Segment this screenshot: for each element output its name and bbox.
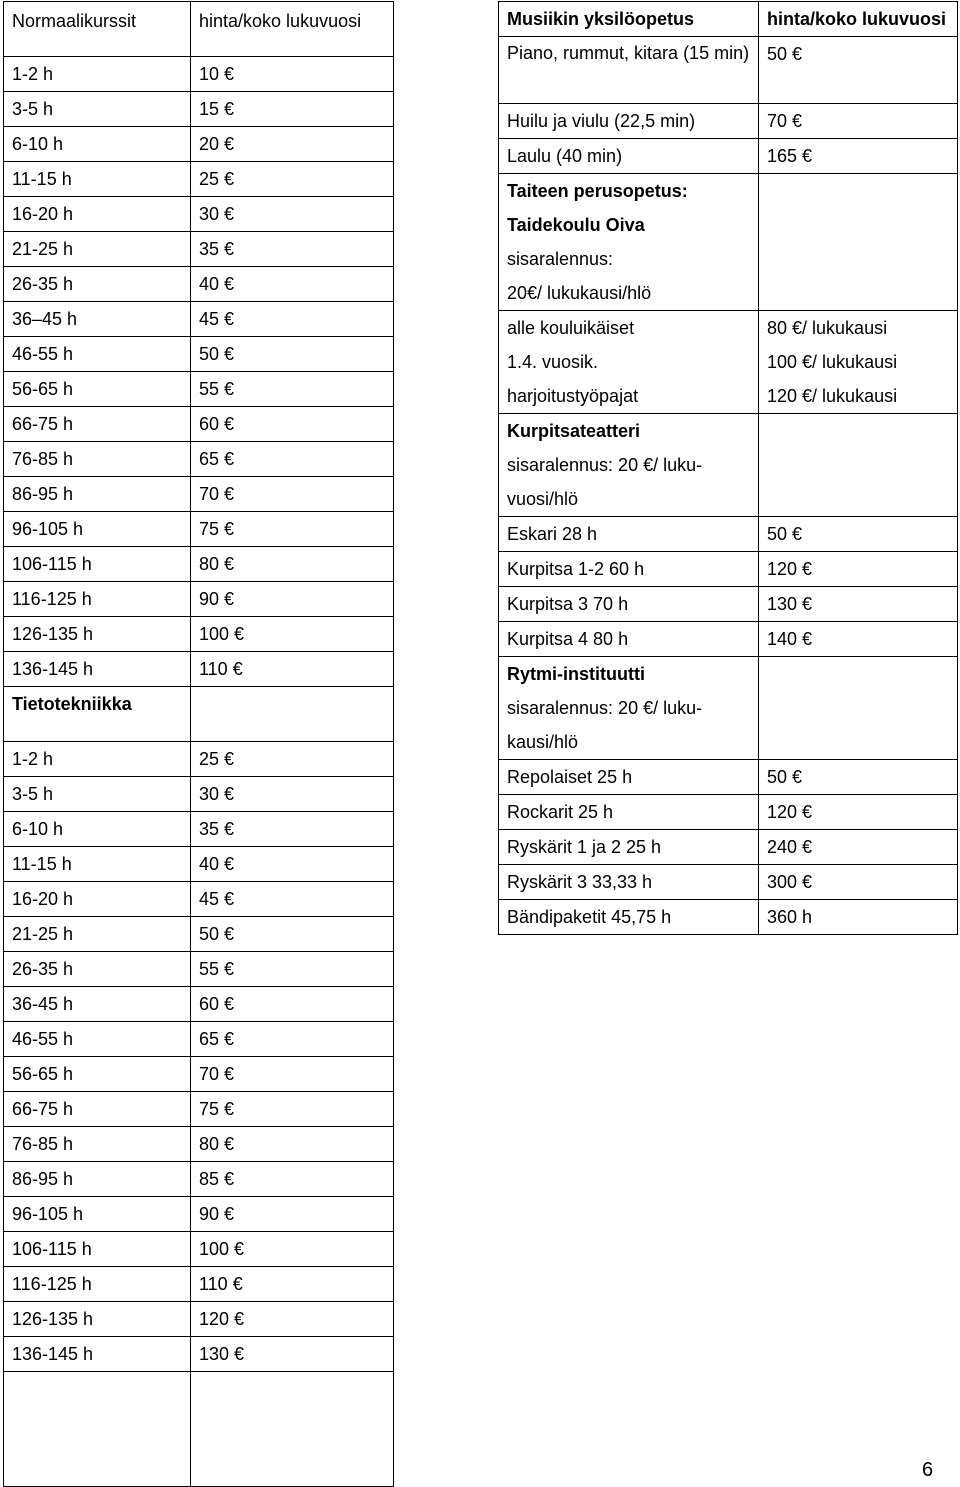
table-row: [4, 57, 394, 92]
rytmi-block: [499, 657, 958, 760]
kurpitsa-row-price: 130 €: [759, 587, 958, 622]
course-hours: 11-15 h: [4, 162, 191, 197]
kurpitsa-row-label: Kurpitsa 3 70 h: [499, 587, 759, 622]
course-hours: 21-25 h: [4, 917, 191, 952]
oiva-row-price: 120 €/ lukukausi: [767, 386, 898, 406]
table-row: [499, 795, 958, 830]
oiva-prices: [759, 311, 958, 414]
kurpitsa-discount: sisaralennus: 20 €/ luku-vuosi/hlö: [507, 455, 703, 509]
course-price: 100 €: [191, 1232, 394, 1267]
table-row: [4, 372, 394, 407]
course-hours: 16-20 h: [4, 882, 191, 917]
rytmi-row-label: Ryskärit 3 33,33 h: [499, 865, 759, 900]
table-row: [4, 1022, 394, 1057]
course-hours: 56-65 h: [4, 1057, 191, 1092]
course-price: 100 €: [191, 617, 394, 652]
table-row: [4, 952, 394, 987]
course-price: 35 €: [191, 232, 394, 267]
course-hours: 56-65 h: [4, 372, 191, 407]
table-row: [4, 232, 394, 267]
course-price: 65 €: [191, 442, 394, 477]
course-price: 25 €: [191, 162, 394, 197]
course-hours: 86-95 h: [4, 477, 191, 512]
music-flute-label: Huilu ja viulu (22,5 min): [499, 104, 759, 139]
music-piano-label: Piano, rummut, kitara (15 min): [499, 37, 759, 104]
rytmi-row-label: Bändipaketit 45,75 h: [499, 900, 759, 935]
course-hours: 3-5 h: [4, 777, 191, 812]
course-price: 120 €: [191, 1302, 394, 1337]
table-row: [499, 622, 958, 657]
oiva-name: Taidekoulu Oiva: [507, 215, 645, 235]
table-row: [4, 617, 394, 652]
course-price: 110 €: [191, 1267, 394, 1302]
empty-cell: [4, 1372, 191, 1487]
music-song-label: Laulu (40 min): [499, 139, 759, 174]
table-row: [499, 104, 958, 139]
table-row: [4, 582, 394, 617]
course-price: 45 €: [191, 302, 394, 337]
oiva-row-label: 1.4. vuosik.: [507, 352, 599, 372]
table-row: [499, 587, 958, 622]
empty-cell: [191, 687, 394, 742]
rytmi-row-price: 240 €: [759, 830, 958, 865]
oiva-discount-label: sisaralennus:: [507, 249, 614, 269]
table-row: [4, 512, 394, 547]
course-hours: 126-135 h: [4, 617, 191, 652]
table-row: [499, 830, 958, 865]
course-hours: 36–45 h: [4, 302, 191, 337]
table-row: [4, 442, 394, 477]
course-price: 75 €: [191, 1092, 394, 1127]
table-row: [4, 1302, 394, 1337]
course-hours: 1-2 h: [4, 742, 191, 777]
course-hours: 36-45 h: [4, 987, 191, 1022]
course-hours: 46-55 h: [4, 337, 191, 372]
course-price: 65 €: [191, 1022, 394, 1057]
course-hours: 1-2 h: [4, 57, 191, 92]
course-price: 45 €: [191, 882, 394, 917]
table-row: [499, 139, 958, 174]
rytmi-row-price: 360 h: [759, 900, 958, 935]
table-row: [4, 987, 394, 1022]
oiva-discount-value: 20€/ lukukausi/hlö: [507, 283, 652, 303]
header-price: hinta/koko lukuvuosi: [191, 2, 394, 57]
course-hours: 96-105 h: [4, 512, 191, 547]
course-price: 70 €: [191, 1057, 394, 1092]
course-hours: 106-115 h: [4, 547, 191, 582]
rytmi-row-price: 120 €: [759, 795, 958, 830]
course-hours: 66-75 h: [4, 407, 191, 442]
course-price: 60 €: [191, 407, 394, 442]
rytmi-row-price: 50 €: [759, 760, 958, 795]
music-song-price: 165 €: [759, 139, 958, 174]
course-price: 85 €: [191, 1162, 394, 1197]
course-hours: 76-85 h: [4, 1127, 191, 1162]
kurpitsa-row-price: 140 €: [759, 622, 958, 657]
kurpitsa-block: [499, 414, 958, 517]
kurpitsa-row-price: 120 €: [759, 552, 958, 587]
oiva-row-label: harjoitustyöpajat: [507, 386, 639, 406]
table-row: [4, 882, 394, 917]
oiva-info: [499, 174, 759, 311]
course-price: 80 €: [191, 547, 394, 582]
oiva-labels: [499, 311, 759, 414]
left-header-row: [4, 2, 394, 57]
header-course: Normaalikurssit: [4, 2, 191, 57]
table-row: [4, 1057, 394, 1092]
table-row: [499, 900, 958, 935]
course-hours: 21-25 h: [4, 232, 191, 267]
table-row: [4, 917, 394, 952]
rytmi-row-label: Ryskärit 1 ja 2 25 h: [499, 830, 759, 865]
course-price: 75 €: [191, 512, 394, 547]
course-hours: 126-135 h: [4, 1302, 191, 1337]
course-price: 70 €: [191, 477, 394, 512]
table-row: [4, 547, 394, 582]
course-hours: 76-85 h: [4, 442, 191, 477]
empty-cell: [759, 174, 958, 311]
kurpitsa-info: [499, 414, 759, 517]
course-price: 55 €: [191, 372, 394, 407]
oiva-row-label: alle kouluikäiset: [507, 318, 635, 338]
course-price: 80 €: [191, 1127, 394, 1162]
course-hours: 16-20 h: [4, 197, 191, 232]
table-row: [4, 742, 394, 777]
kurpitsa-row-label: Kurpitsa 1-2 60 h: [499, 552, 759, 587]
course-price: 60 €: [191, 987, 394, 1022]
table-row: [4, 687, 394, 742]
course-price: 10 €: [191, 57, 394, 92]
table-row: [4, 92, 394, 127]
table-row: [4, 1127, 394, 1162]
kurpitsa-row-label: Eskari 28 h: [499, 517, 759, 552]
table-row: [499, 760, 958, 795]
rytmi-row-label: Rockarit 25 h: [499, 795, 759, 830]
table-row: [4, 652, 394, 687]
table-row: [4, 1197, 394, 1232]
course-price: 40 €: [191, 267, 394, 302]
rytmi-row-label: Repolaiset 25 h: [499, 760, 759, 795]
course-price: 30 €: [191, 777, 394, 812]
section-title-it: Tietotekniikka: [4, 687, 191, 742]
table-row: [499, 552, 958, 587]
table-row: [4, 847, 394, 882]
table-row: [4, 1092, 394, 1127]
rytmi-row-price: 300 €: [759, 865, 958, 900]
course-hours: 11-15 h: [4, 847, 191, 882]
right-header-row: [499, 2, 958, 37]
rytmi-name: Rytmi-instituutti: [507, 664, 645, 684]
course-price: 15 €: [191, 92, 394, 127]
course-hours: 26-35 h: [4, 952, 191, 987]
header-music: Musiikin yksilöopetus: [499, 2, 759, 37]
rytmi-info: [499, 657, 759, 760]
table-row: [4, 302, 394, 337]
table-row: [4, 337, 394, 372]
course-hours: 6-10 h: [4, 127, 191, 162]
table-row: [4, 127, 394, 162]
course-hours: 136-145 h: [4, 652, 191, 687]
header-price: hinta/koko lukuvuosi: [759, 2, 958, 37]
course-price: 30 €: [191, 197, 394, 232]
empty-cell: [759, 657, 958, 760]
left-price-table: [3, 1, 394, 1487]
course-price: 90 €: [191, 582, 394, 617]
music-piano-price: 50 €: [759, 37, 958, 104]
empty-cell: [759, 414, 958, 517]
table-row: [499, 37, 958, 104]
empty-cell: [191, 1372, 394, 1487]
table-row: [4, 267, 394, 302]
oiva-row-price: 100 €/ lukukausi: [767, 352, 898, 372]
table-row: [4, 1162, 394, 1197]
course-hours: 106-115 h: [4, 1232, 191, 1267]
empty-row: [4, 1372, 394, 1487]
course-hours: 3-5 h: [4, 92, 191, 127]
course-price: 110 €: [191, 652, 394, 687]
table-row: [4, 1232, 394, 1267]
table-row: [4, 197, 394, 232]
course-hours: 96-105 h: [4, 1197, 191, 1232]
course-price: 130 €: [191, 1337, 394, 1372]
course-price: 50 €: [191, 917, 394, 952]
course-hours: 26-35 h: [4, 267, 191, 302]
oiva-block: [499, 174, 958, 311]
course-hours: 6-10 h: [4, 812, 191, 847]
course-hours: 86-95 h: [4, 1162, 191, 1197]
table-row: [4, 1337, 394, 1372]
oiva-heading: Taiteen perusopetus:: [507, 181, 688, 201]
table-row: [4, 477, 394, 512]
course-price: 25 €: [191, 742, 394, 777]
table-row: [4, 1267, 394, 1302]
course-price: 90 €: [191, 1197, 394, 1232]
course-hours: 116-125 h: [4, 1267, 191, 1302]
course-price: 40 €: [191, 847, 394, 882]
kurpitsa-row-label: Kurpitsa 4 80 h: [499, 622, 759, 657]
table-row: [4, 162, 394, 197]
course-hours: 46-55 h: [4, 1022, 191, 1057]
course-price: 35 €: [191, 812, 394, 847]
music-flute-price: 70 €: [759, 104, 958, 139]
table-row: [4, 777, 394, 812]
table-row: [499, 517, 958, 552]
kurpitsa-row-price: 50 €: [759, 517, 958, 552]
page-number: 6: [922, 1459, 934, 1481]
oiva-row-price: 80 €/ lukukausi: [767, 318, 888, 338]
course-price: 50 €: [191, 337, 394, 372]
oiva-rows: [499, 311, 958, 414]
course-hours: 116-125 h: [4, 582, 191, 617]
right-price-table: [498, 1, 958, 935]
course-price: 20 €: [191, 127, 394, 162]
course-hours: 66-75 h: [4, 1092, 191, 1127]
table-row: [4, 407, 394, 442]
course-price: 55 €: [191, 952, 394, 987]
kurpitsa-name: Kurpitsateatteri: [507, 421, 641, 441]
table-row: [499, 865, 958, 900]
table-row: [4, 812, 394, 847]
rytmi-discount: sisaralennus: 20 €/ luku-kausi/hlö: [507, 698, 703, 752]
course-hours: 136-145 h: [4, 1337, 191, 1372]
